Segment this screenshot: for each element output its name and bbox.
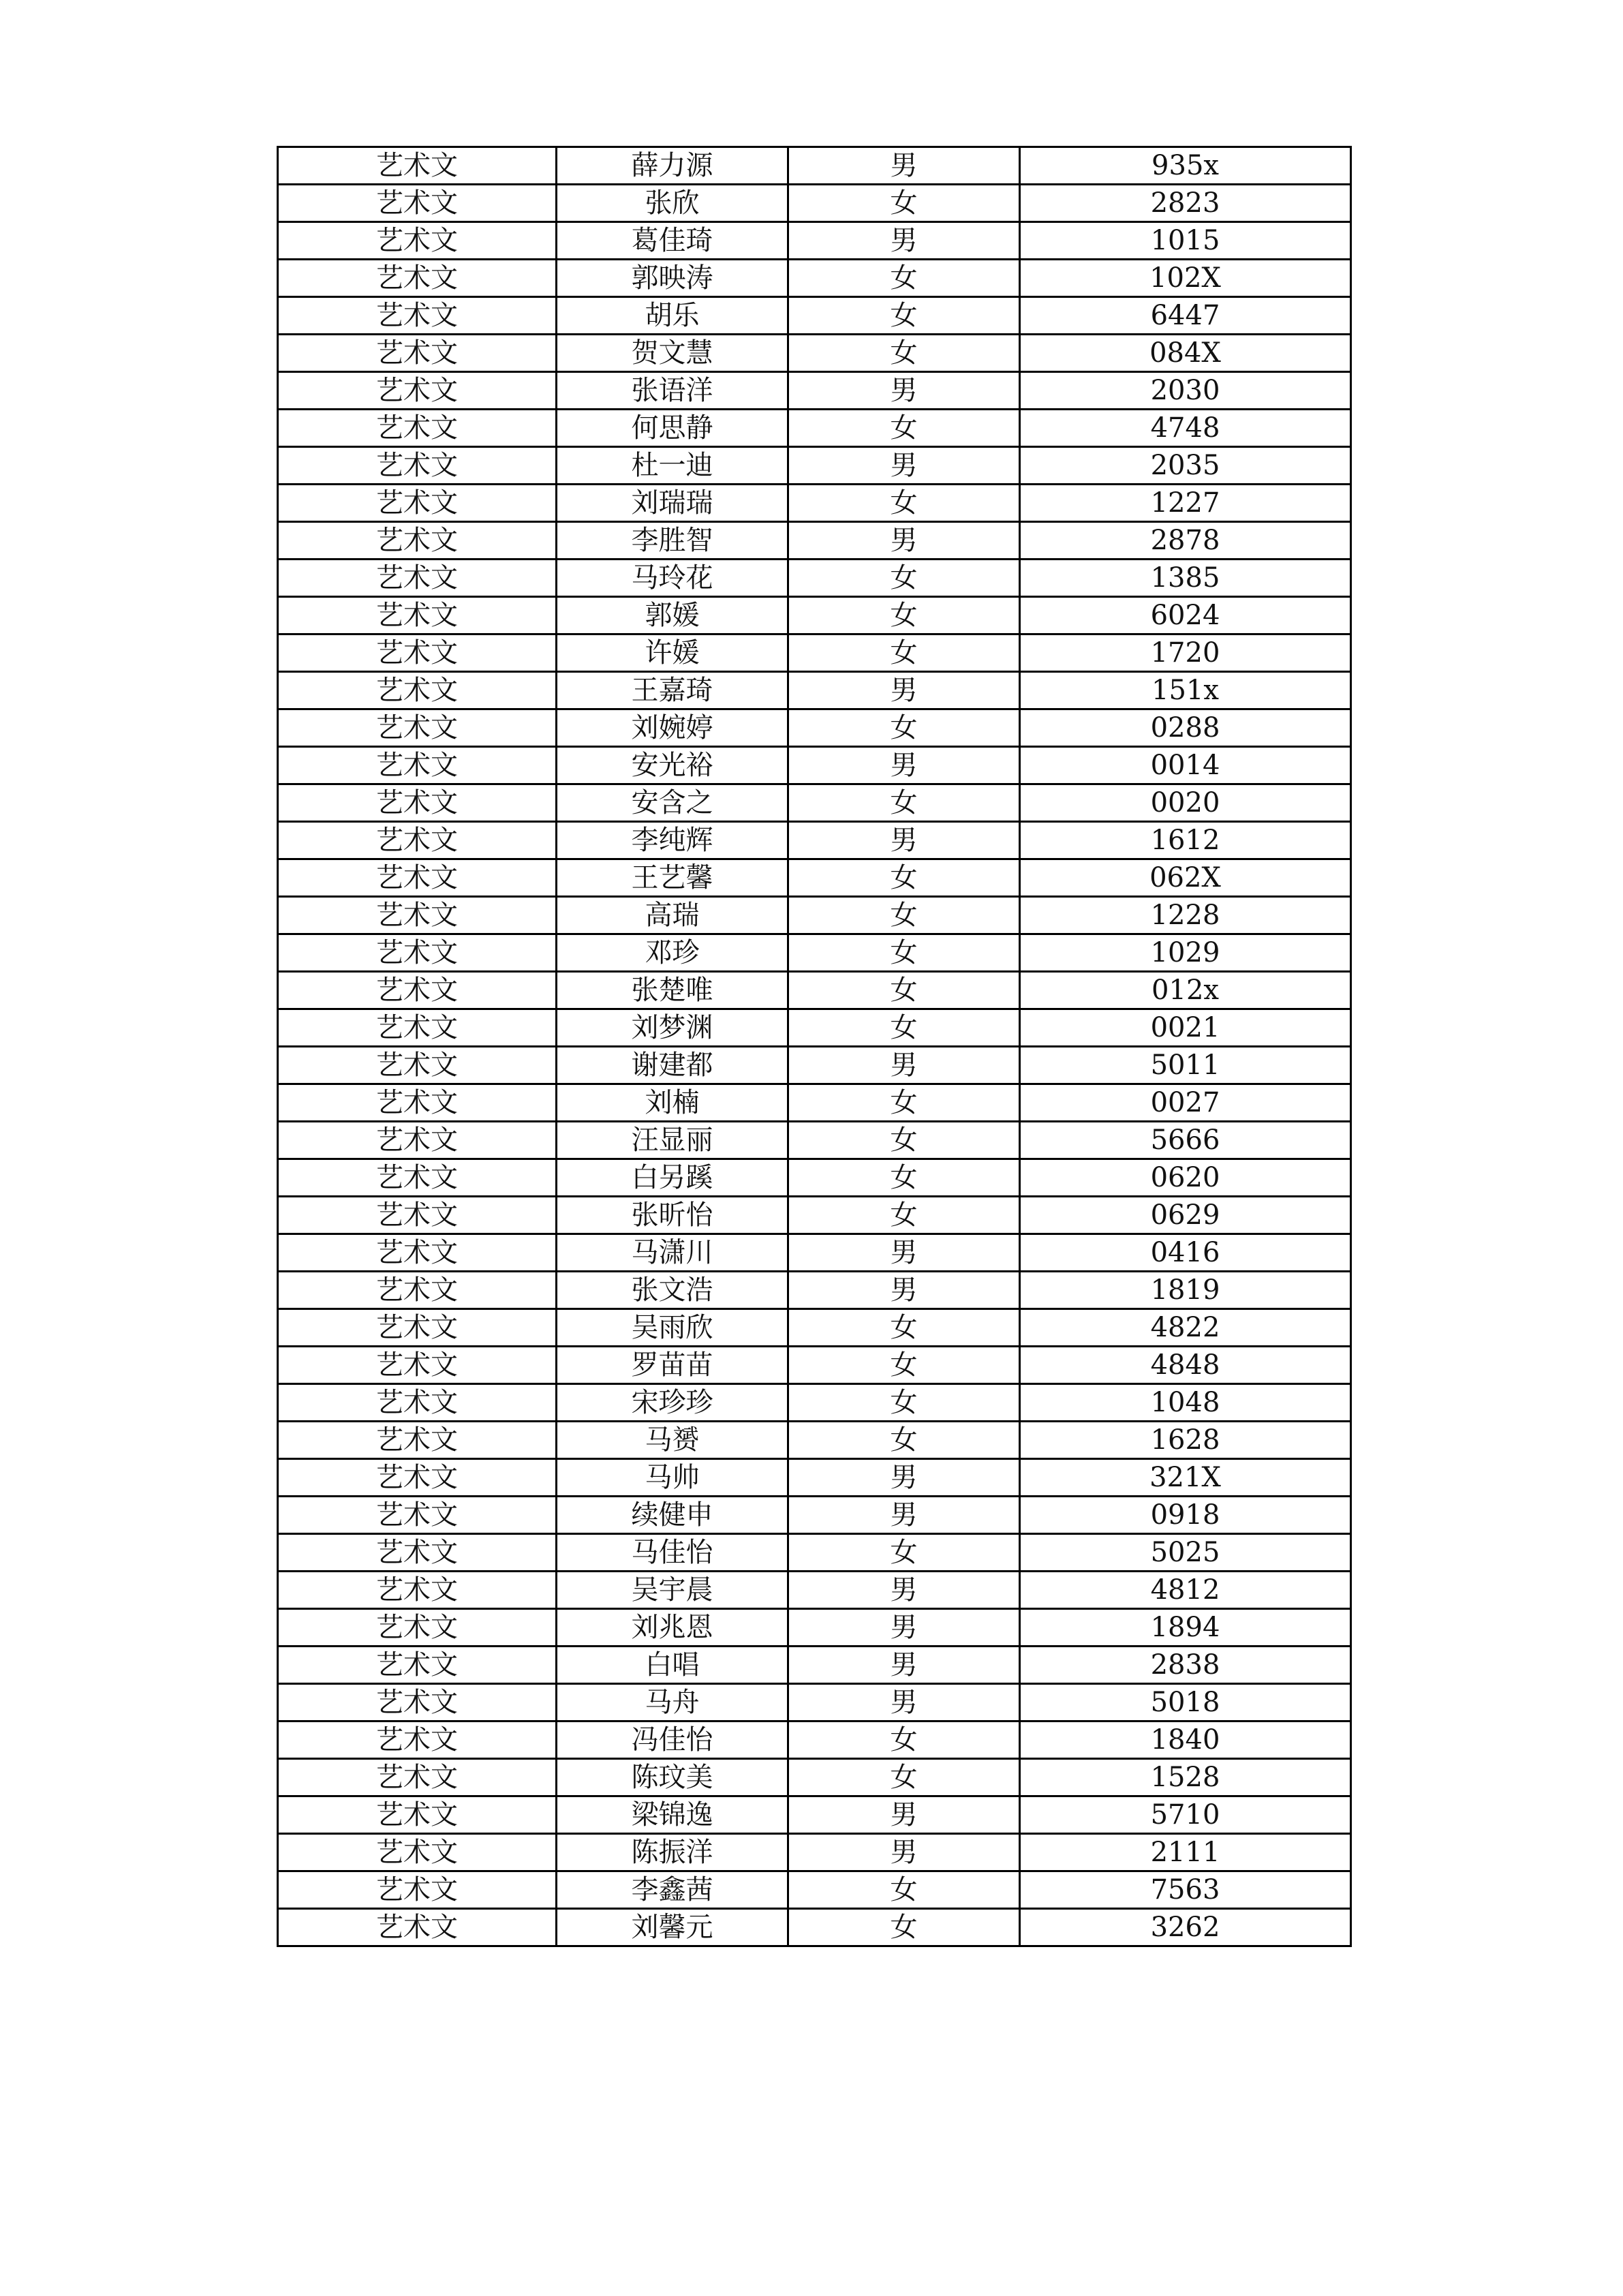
category-cell: 艺术文: [278, 634, 557, 672]
category-cell: 艺术文: [278, 1647, 557, 1684]
name-cell: 李纯辉: [557, 822, 788, 859]
id-suffix-cell: 102X: [1020, 260, 1351, 297]
gender-cell: 男: [788, 1272, 1020, 1309]
table-row: [278, 1909, 1351, 1946]
id-suffix-cell: 1227: [1020, 485, 1351, 522]
name-cell: 高瑞: [557, 897, 788, 934]
gender-cell: 女: [788, 897, 1020, 934]
id-suffix-cell: 6024: [1020, 597, 1351, 634]
name-cell: 白另蹊: [557, 1159, 788, 1197]
name-cell: 陈振洋: [557, 1834, 788, 1871]
id-suffix-cell: 935x: [1020, 147, 1351, 185]
category-cell: 艺术文: [278, 147, 557, 185]
table-row: [278, 1572, 1351, 1609]
gender-cell: 男: [788, 672, 1020, 709]
gender-cell: 女: [788, 1871, 1020, 1909]
id-suffix-cell: 1015: [1020, 222, 1351, 260]
category-cell: 艺术文: [278, 1422, 557, 1459]
table-row: [278, 1459, 1351, 1497]
name-cell: 梁锦逸: [557, 1796, 788, 1834]
gender-cell: 女: [788, 859, 1020, 897]
gender-cell: 男: [788, 1684, 1020, 1721]
table-row: [278, 1347, 1351, 1384]
id-suffix-cell: 0629: [1020, 1197, 1351, 1234]
gender-cell: 女: [788, 1122, 1020, 1159]
gender-cell: 男: [788, 1459, 1020, 1497]
gender-cell: 女: [788, 1422, 1020, 1459]
id-suffix-cell: 151x: [1020, 672, 1351, 709]
gender-cell: 女: [788, 972, 1020, 1009]
name-cell: 罗苗苗: [557, 1347, 788, 1384]
name-cell: 马潇川: [557, 1234, 788, 1272]
category-cell: 艺术文: [278, 1721, 557, 1759]
name-cell: 郭映涛: [557, 260, 788, 297]
category-cell: 艺术文: [278, 1534, 557, 1572]
id-suffix-cell: 0416: [1020, 1234, 1351, 1272]
id-suffix-cell: 062X: [1020, 859, 1351, 897]
id-suffix-cell: 0288: [1020, 709, 1351, 747]
id-suffix-cell: 1894: [1020, 1609, 1351, 1647]
table-row: [278, 1759, 1351, 1796]
name-cell: 刘瑞瑞: [557, 485, 788, 522]
name-cell: 陈玟美: [557, 1759, 788, 1796]
table-row: [278, 372, 1351, 410]
category-cell: 艺术文: [278, 897, 557, 934]
name-cell: 刘馨元: [557, 1909, 788, 1946]
id-suffix-cell: 1840: [1020, 1721, 1351, 1759]
id-suffix-cell: 1385: [1020, 560, 1351, 597]
name-cell: 薛力源: [557, 147, 788, 185]
id-suffix-cell: 2878: [1020, 522, 1351, 560]
gender-cell: 女: [788, 260, 1020, 297]
category-cell: 艺术文: [278, 1084, 557, 1122]
table-row: [278, 1122, 1351, 1159]
name-cell: 刘楠: [557, 1084, 788, 1122]
table-row: [278, 1721, 1351, 1759]
id-suffix-cell: 0021: [1020, 1009, 1351, 1047]
id-suffix-cell: 2111: [1020, 1834, 1351, 1871]
student-roster-table: [277, 146, 1352, 1947]
id-suffix-cell: 2035: [1020, 447, 1351, 485]
id-suffix-cell: 5666: [1020, 1122, 1351, 1159]
category-cell: 艺术文: [278, 709, 557, 747]
id-suffix-cell: 1048: [1020, 1384, 1351, 1422]
table-row: [278, 634, 1351, 672]
table-row: [278, 597, 1351, 634]
name-cell: 马帅: [557, 1459, 788, 1497]
name-cell: 张欣: [557, 185, 788, 222]
category-cell: 艺术文: [278, 1234, 557, 1272]
category-cell: 艺术文: [278, 822, 557, 859]
gender-cell: 女: [788, 297, 1020, 335]
table-row: [278, 972, 1351, 1009]
name-cell: 谢建都: [557, 1047, 788, 1084]
category-cell: 艺术文: [278, 1796, 557, 1834]
id-suffix-cell: 4748: [1020, 410, 1351, 447]
category-cell: 艺术文: [278, 859, 557, 897]
name-cell: 刘兆恩: [557, 1609, 788, 1647]
id-suffix-cell: 2030: [1020, 372, 1351, 410]
gender-cell: 男: [788, 522, 1020, 560]
name-cell: 马赟: [557, 1422, 788, 1459]
table-row: [278, 709, 1351, 747]
gender-cell: 女: [788, 1084, 1020, 1122]
table-row: [278, 1309, 1351, 1347]
category-cell: 艺术文: [278, 1047, 557, 1084]
id-suffix-cell: 0918: [1020, 1497, 1351, 1534]
id-suffix-cell: 5018: [1020, 1684, 1351, 1721]
name-cell: 许媛: [557, 634, 788, 672]
category-cell: 艺术文: [278, 1909, 557, 1946]
id-suffix-cell: 5710: [1020, 1796, 1351, 1834]
category-cell: 艺术文: [278, 1122, 557, 1159]
gender-cell: 男: [788, 822, 1020, 859]
gender-cell: 男: [788, 1796, 1020, 1834]
name-cell: 邓珍: [557, 934, 788, 972]
id-suffix-cell: 012x: [1020, 972, 1351, 1009]
category-cell: 艺术文: [278, 560, 557, 597]
category-cell: 艺术文: [278, 597, 557, 634]
category-cell: 艺术文: [278, 1572, 557, 1609]
id-suffix-cell: 1819: [1020, 1272, 1351, 1309]
id-suffix-cell: 1029: [1020, 934, 1351, 972]
gender-cell: 男: [788, 222, 1020, 260]
gender-cell: 女: [788, 1309, 1020, 1347]
table-row: [278, 147, 1351, 185]
name-cell: 李胜智: [557, 522, 788, 560]
id-suffix-cell: 0620: [1020, 1159, 1351, 1197]
gender-cell: 男: [788, 1609, 1020, 1647]
gender-cell: 女: [788, 335, 1020, 372]
name-cell: 郭媛: [557, 597, 788, 634]
table-row: [278, 1834, 1351, 1871]
id-suffix-cell: 1228: [1020, 897, 1351, 934]
name-cell: 安光裕: [557, 747, 788, 784]
category-cell: 艺术文: [278, 222, 557, 260]
table-row: [278, 822, 1351, 859]
category-cell: 艺术文: [278, 1684, 557, 1721]
table-row: [278, 522, 1351, 560]
category-cell: 艺术文: [278, 1197, 557, 1234]
id-suffix-cell: 4822: [1020, 1309, 1351, 1347]
name-cell: 冯佳怡: [557, 1721, 788, 1759]
category-cell: 艺术文: [278, 372, 557, 410]
category-cell: 艺术文: [278, 784, 557, 822]
gender-cell: 男: [788, 447, 1020, 485]
table-row: [278, 222, 1351, 260]
id-suffix-cell: 7563: [1020, 1871, 1351, 1909]
gender-cell: 女: [788, 1534, 1020, 1572]
id-suffix-cell: 1612: [1020, 822, 1351, 859]
gender-cell: 女: [788, 1384, 1020, 1422]
table-row: [278, 1084, 1351, 1122]
gender-cell: 女: [788, 634, 1020, 672]
category-cell: 艺术文: [278, 747, 557, 784]
id-suffix-cell: 4812: [1020, 1572, 1351, 1609]
table-row: [278, 1197, 1351, 1234]
name-cell: 吴宇晨: [557, 1572, 788, 1609]
table-row: [278, 335, 1351, 372]
name-cell: 王艺馨: [557, 859, 788, 897]
name-cell: 王嘉琦: [557, 672, 788, 709]
name-cell: 白唱: [557, 1647, 788, 1684]
category-cell: 艺术文: [278, 410, 557, 447]
name-cell: 马玲花: [557, 560, 788, 597]
table-row: [278, 1422, 1351, 1459]
table-row: [278, 1047, 1351, 1084]
category-cell: 艺术文: [278, 1347, 557, 1384]
category-cell: 艺术文: [278, 672, 557, 709]
table-row: [278, 297, 1351, 335]
gender-cell: 男: [788, 372, 1020, 410]
table-row: [278, 485, 1351, 522]
table-row: [278, 1497, 1351, 1534]
gender-cell: 女: [788, 485, 1020, 522]
table-row: [278, 1159, 1351, 1197]
name-cell: 何思静: [557, 410, 788, 447]
id-suffix-cell: 1720: [1020, 634, 1351, 672]
table-row: [278, 1272, 1351, 1309]
roster-table-body: [278, 147, 1351, 1946]
gender-cell: 男: [788, 1647, 1020, 1684]
gender-cell: 女: [788, 185, 1020, 222]
category-cell: 艺术文: [278, 1834, 557, 1871]
category-cell: 艺术文: [278, 1159, 557, 1197]
gender-cell: 女: [788, 410, 1020, 447]
name-cell: 刘梦渊: [557, 1009, 788, 1047]
category-cell: 艺术文: [278, 1384, 557, 1422]
name-cell: 张文浩: [557, 1272, 788, 1309]
gender-cell: 男: [788, 1497, 1020, 1534]
table-row: [278, 560, 1351, 597]
gender-cell: 女: [788, 709, 1020, 747]
category-cell: 艺术文: [278, 934, 557, 972]
gender-cell: 男: [788, 1834, 1020, 1871]
gender-cell: 男: [788, 1572, 1020, 1609]
category-cell: 艺术文: [278, 1459, 557, 1497]
name-cell: 马舟: [557, 1684, 788, 1721]
category-cell: 艺术文: [278, 1272, 557, 1309]
id-suffix-cell: 321X: [1020, 1459, 1351, 1497]
category-cell: 艺术文: [278, 1009, 557, 1047]
name-cell: 宋珍珍: [557, 1384, 788, 1422]
table-row: [278, 1871, 1351, 1909]
category-cell: 艺术文: [278, 485, 557, 522]
category-cell: 艺术文: [278, 447, 557, 485]
gender-cell: 女: [788, 560, 1020, 597]
gender-cell: 女: [788, 597, 1020, 634]
table-row: [278, 1534, 1351, 1572]
id-suffix-cell: 0014: [1020, 747, 1351, 784]
gender-cell: 女: [788, 784, 1020, 822]
gender-cell: 女: [788, 1347, 1020, 1384]
id-suffix-cell: 6447: [1020, 297, 1351, 335]
table-row: [278, 1796, 1351, 1834]
id-suffix-cell: 0020: [1020, 784, 1351, 822]
id-suffix-cell: 1528: [1020, 1759, 1351, 1796]
table-row: [278, 410, 1351, 447]
id-suffix-cell: 5011: [1020, 1047, 1351, 1084]
table-row: [278, 897, 1351, 934]
table-row: [278, 1234, 1351, 1272]
table-row: [278, 1647, 1351, 1684]
category-cell: 艺术文: [278, 522, 557, 560]
gender-cell: 男: [788, 1047, 1020, 1084]
gender-cell: 女: [788, 1759, 1020, 1796]
name-cell: 胡乐: [557, 297, 788, 335]
name-cell: 刘婉婷: [557, 709, 788, 747]
category-cell: 艺术文: [278, 1309, 557, 1347]
table-row: [278, 260, 1351, 297]
table-row: [278, 784, 1351, 822]
category-cell: 艺术文: [278, 1609, 557, 1647]
category-cell: 艺术文: [278, 1497, 557, 1534]
gender-cell: 女: [788, 1159, 1020, 1197]
category-cell: 艺术文: [278, 297, 557, 335]
category-cell: 艺术文: [278, 185, 557, 222]
name-cell: 续健申: [557, 1497, 788, 1534]
table-row: [278, 1609, 1351, 1647]
category-cell: 艺术文: [278, 1759, 557, 1796]
id-suffix-cell: 2838: [1020, 1647, 1351, 1684]
id-suffix-cell: 4848: [1020, 1347, 1351, 1384]
name-cell: 贺文慧: [557, 335, 788, 372]
gender-cell: 男: [788, 747, 1020, 784]
id-suffix-cell: 084X: [1020, 335, 1351, 372]
gender-cell: 女: [788, 1197, 1020, 1234]
name-cell: 李鑫茜: [557, 1871, 788, 1909]
name-cell: 杜一迪: [557, 447, 788, 485]
table-row: [278, 934, 1351, 972]
id-suffix-cell: 1628: [1020, 1422, 1351, 1459]
name-cell: 安含之: [557, 784, 788, 822]
gender-cell: 女: [788, 1009, 1020, 1047]
name-cell: 张昕怡: [557, 1197, 788, 1234]
gender-cell: 男: [788, 1234, 1020, 1272]
table-row: [278, 185, 1351, 222]
category-cell: 艺术文: [278, 260, 557, 297]
name-cell: 张语洋: [557, 372, 788, 410]
table-row: [278, 1009, 1351, 1047]
id-suffix-cell: 0027: [1020, 1084, 1351, 1122]
category-cell: 艺术文: [278, 1871, 557, 1909]
table-row: [278, 859, 1351, 897]
table-row: [278, 1684, 1351, 1721]
name-cell: 马佳怡: [557, 1534, 788, 1572]
gender-cell: 女: [788, 934, 1020, 972]
gender-cell: 女: [788, 1721, 1020, 1759]
category-cell: 艺术文: [278, 972, 557, 1009]
gender-cell: 女: [788, 1909, 1020, 1946]
name-cell: 张楚唯: [557, 972, 788, 1009]
id-suffix-cell: 3262: [1020, 1909, 1351, 1946]
name-cell: 吴雨欣: [557, 1309, 788, 1347]
table-row: [278, 1384, 1351, 1422]
id-suffix-cell: 2823: [1020, 185, 1351, 222]
table-row: [278, 672, 1351, 709]
category-cell: 艺术文: [278, 335, 557, 372]
table-row: [278, 447, 1351, 485]
id-suffix-cell: 5025: [1020, 1534, 1351, 1572]
name-cell: 葛佳琦: [557, 222, 788, 260]
gender-cell: 男: [788, 147, 1020, 185]
table-row: [278, 747, 1351, 784]
name-cell: 汪显丽: [557, 1122, 788, 1159]
